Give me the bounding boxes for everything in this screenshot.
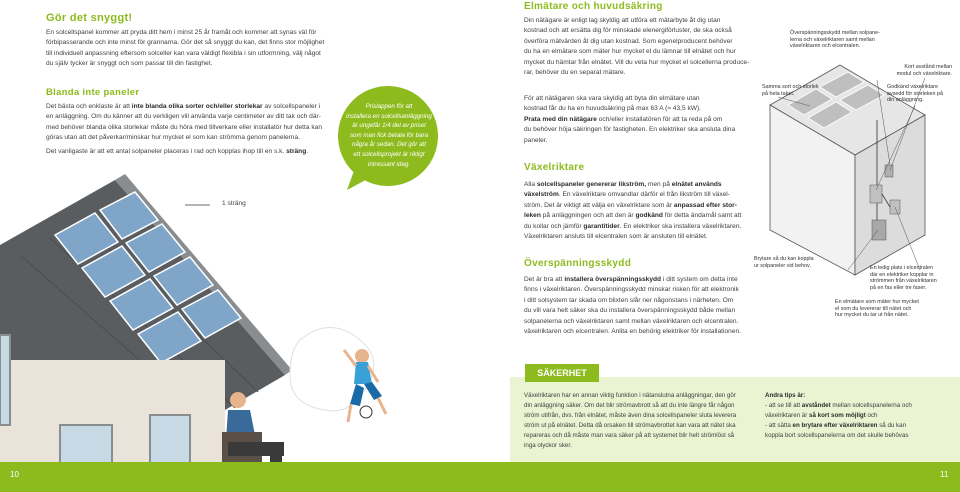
text-span: av solcellspaneler i [262, 103, 321, 110]
text-line: Godkänd växelriktare [887, 84, 938, 90]
text-span: växelriktaren är [765, 412, 810, 419]
text-line [524, 190, 764, 200]
text-line [524, 275, 764, 285]
text-line: avsedd för storleken på [887, 90, 944, 97]
text-line: För att nätägaren ska vara skyldig att byta din elmätare utan [524, 95, 700, 102]
text-line: En solcellspanel kommer att pryda ditt hem i minst 25 år framåt och kommer att synas väl för [46, 29, 317, 36]
text-line: mycket du hämtar från elnätet. Vill du veta hur mycket el solcellerna produce- [524, 58, 750, 66]
page-number-right: 11 [940, 470, 949, 479]
annotation-empty-slot [870, 265, 960, 291]
text-line [46, 102, 346, 112]
heading-meter-fuse: Elmätare och huvudsäkring [524, 1, 663, 12]
text-span: i ditt system om detta inte [661, 276, 738, 283]
text-span: . En växelriktare omvandlar därför el från likström till växel- [558, 191, 730, 199]
text-bold: anpassad efter stor- [673, 201, 737, 209]
text-line: du behöver höja säkringen för fastigheten. En elektriker ska ansluta dina [524, 126, 736, 134]
text-line: med behöver blanda olika storlekar måste du höra med tillverkare eller installatör hur detta kan [46, 123, 322, 131]
heading-surge-protection: Överspänningsskydd [524, 258, 632, 269]
text-line: el som du levererar till nätet och [835, 305, 912, 312]
text-bold: sträng [286, 147, 307, 155]
text-span: för detta ändamål samt att [662, 212, 742, 220]
text-line: Brytare så du kan koppla [754, 256, 814, 262]
text-line: till individuell anpassning eftersom solceller kan vara väldigt flexibla i sin utformning, välj något [46, 49, 321, 57]
text-span: Det är bra att [524, 276, 565, 283]
text-span: på anläggningen och att den är [540, 212, 636, 220]
tips-block [765, 391, 955, 441]
text-line: på en fas eller tre faser. [870, 284, 927, 291]
annotation-surge-protector [790, 30, 900, 50]
text-line: en anläggning. Om du känner att du verkligen vill använda varje centimeter av ditt tak och där- [46, 113, 321, 121]
text-span: Det bästa och enklaste är att [46, 103, 132, 110]
annotation-electricity-meter [835, 299, 945, 319]
text-line: du själv tycker är snyggt och som passar till din fastighet. [46, 60, 213, 68]
bottom-band-right [480, 462, 960, 492]
text-line: modul och växelriktare. [896, 70, 952, 77]
para-dont-mix-panels [46, 102, 346, 157]
text-span: och [865, 412, 878, 419]
text-bold: en brytare efter växelriktaren [792, 422, 878, 429]
annotation-breaker [754, 256, 844, 269]
string-label: 1 sträng [222, 200, 246, 207]
text-line: Kort avstånd mellan [904, 64, 952, 70]
text-span: Det vanligaste är att ett antal solpaneler placeras i rad och kopplas ihop till en s.k. [46, 147, 287, 155]
text-span: ström. Det är viktigt att välja en växelriktare som är [524, 201, 674, 209]
text-line: Prislappen för att [365, 103, 413, 110]
safety-badge: SÄKERHET [525, 364, 599, 382]
text-line: lerna och växelriktaren samt mellan [790, 36, 875, 43]
text-line: som man fick betala för bara [349, 131, 429, 139]
text-line: rar, behöver du en separat mätare. [524, 69, 626, 77]
right-page [480, 0, 960, 492]
text-bold: avståndet [801, 402, 831, 409]
text-line: ström utifrån, dvs. från elnätet, måste även dina solcellspaneler sluta leverera [524, 412, 737, 419]
text-bold: elnätet används [671, 181, 722, 188]
text-span: mellan solcellspanelerna och [830, 402, 912, 409]
text-line [524, 211, 764, 221]
text-line: hur mycket du tar ut från nätet. [835, 312, 909, 319]
text-span: så du kan [877, 422, 907, 429]
text-bold: garantitider [583, 222, 620, 230]
text-line: En ledig plats i elcentralen [870, 265, 933, 271]
text-line: installera en solcellsanläggning [346, 112, 432, 120]
text-line: intressant idag. [368, 160, 410, 168]
bottom-band-left [0, 462, 480, 492]
text-bold: så kort som möjligt [809, 412, 866, 419]
text-line: paneler. [524, 136, 548, 144]
para-safety [524, 391, 754, 451]
text-bold: installera överspänningsskydd [564, 276, 662, 283]
annotation-short-distance [872, 64, 952, 77]
tips-heading: Andra tips är: [765, 392, 806, 399]
text-line: är ungefär 1/4 del av priset [352, 122, 426, 130]
text-line: finns i växelriktaren. Överspänningsskydd minskar risken för att elektronik [524, 286, 739, 294]
text-line: växelriktaren och elcentralen. Anlita en behörig elektriker för installationen. [524, 328, 741, 336]
text-line [524, 115, 764, 125]
text-span: du kollar och jämför [524, 222, 584, 230]
text-line: repareras och då måste man vara säker på att systemet blir helt strömlöst så [524, 432, 735, 439]
heading-make-it-nice: Gör det snyggt! [46, 12, 133, 24]
para-inverter [524, 180, 764, 242]
text-line [765, 411, 955, 421]
text-line: Växelriktaren ansluts till elcentralen som är ansluten till elnätet. [524, 233, 708, 241]
text-line: din anläggning säker. Om det blir strömavbrott så att du inte längre får någon [524, 402, 735, 409]
text-line: förbipasserande och inte minst för grannarna. Gör det så snyggt du kan, det finns stor möjlighet [46, 39, 325, 47]
text-line: överföra mätvärden åt dig utan kostnad. Som egenelproducent behöver [524, 37, 733, 45]
text-line: din anläggning. [887, 97, 924, 104]
para-meter [524, 16, 764, 78]
text-span: Alla [524, 181, 537, 188]
text-line: Överspänningsskydd mellan solpane- [790, 30, 880, 36]
text-line: ström ut på elnätet. Detta då orsaken till strömavbrottet kan vara att nätet ska [524, 422, 736, 429]
annotation-same-panels [762, 84, 852, 97]
text-line [524, 180, 764, 190]
text-bold: solcellspaneler genererar likström, [536, 181, 647, 188]
text-line: solpanelerna och växelriktaren samt mellan växelriktaren och elcentralen. [524, 317, 739, 325]
text-line [524, 222, 764, 232]
annotation-approved-inverter [887, 84, 957, 104]
text-line: göras utan att det påverkar/minskar hur mycket el som kan strömma genom panelerna. [46, 134, 300, 142]
page-number-left: 10 [10, 470, 19, 479]
text-line: Växelriktaren har en annan viktig funktion i nätanslutna anläggningar, den gör [524, 392, 736, 399]
text-span: . En elektriker ska installera växelriktaren. [619, 222, 742, 230]
text-line: i ditt solsystem tar skada om blixten slår ner någonstans i närheten. Om [524, 296, 734, 304]
text-line: Samma sort och storlek [762, 84, 819, 90]
text-line: En elmätare som mäter hur mycket [835, 299, 919, 305]
text-span: . [306, 147, 309, 155]
house-illustration [0, 160, 480, 492]
text-line: Din nätägare är enligt lag skyldig att utföra ett mätarbyte åt dig utan [524, 17, 721, 24]
text-line [765, 421, 955, 431]
text-line [524, 201, 764, 211]
text-line [46, 147, 346, 157]
text-line: där en elektriker kopplar in [870, 271, 934, 278]
text-line: på hela taket. [762, 90, 795, 97]
text-line [765, 401, 955, 411]
text-span: men på [646, 181, 672, 188]
text-bold: leken [524, 212, 541, 220]
text-line: strömmen från växelriktaren [870, 278, 937, 285]
text-line: inga olyckor sker. [524, 442, 572, 449]
text-line: du vill vara helt säker ska du installera överspänningsskydd både mellan [524, 307, 736, 315]
para-surge [524, 275, 764, 337]
text-line: ur solpaneler vid behov. [754, 262, 811, 269]
text-line: ett solcellsprojekt är riktigt [353, 150, 425, 158]
text-span: och/eller installatören för att ta reda på om [596, 115, 723, 123]
heading-inverter: Växelriktare [524, 162, 585, 173]
heading-dont-mix-panels: Blanda inte paneler [46, 87, 140, 98]
para-make-it-nice [46, 28, 346, 70]
text-bold: växelström [524, 191, 559, 199]
text-line: några år sedan. Det gör att [352, 141, 426, 149]
text-span: - att se till att [765, 402, 802, 409]
text-line: du ha en elmätare som mäter hur mycket el du lämnar till elnätet och hur [524, 48, 736, 56]
text-line: koppla bort solcellspanelerna om det skulle behövas [765, 432, 909, 439]
text-line: kostnad och att ersätta dig för minskade elenergiförluster, de ska också [524, 27, 732, 35]
text-bold: inte blanda olika sorter och/eller storlekar [131, 103, 263, 110]
text-bold: godkänd [635, 212, 663, 220]
text-bold: Prata med din nätägare [524, 115, 597, 123]
para-fuse [524, 94, 764, 146]
text-line: kostnad får du ha en huvudsäkring på max 63 A (≈ 43,5 kW). [524, 105, 701, 113]
text-line: växelriktaren och elcentralen. [790, 43, 861, 50]
text-span: - att sätta [765, 422, 793, 429]
